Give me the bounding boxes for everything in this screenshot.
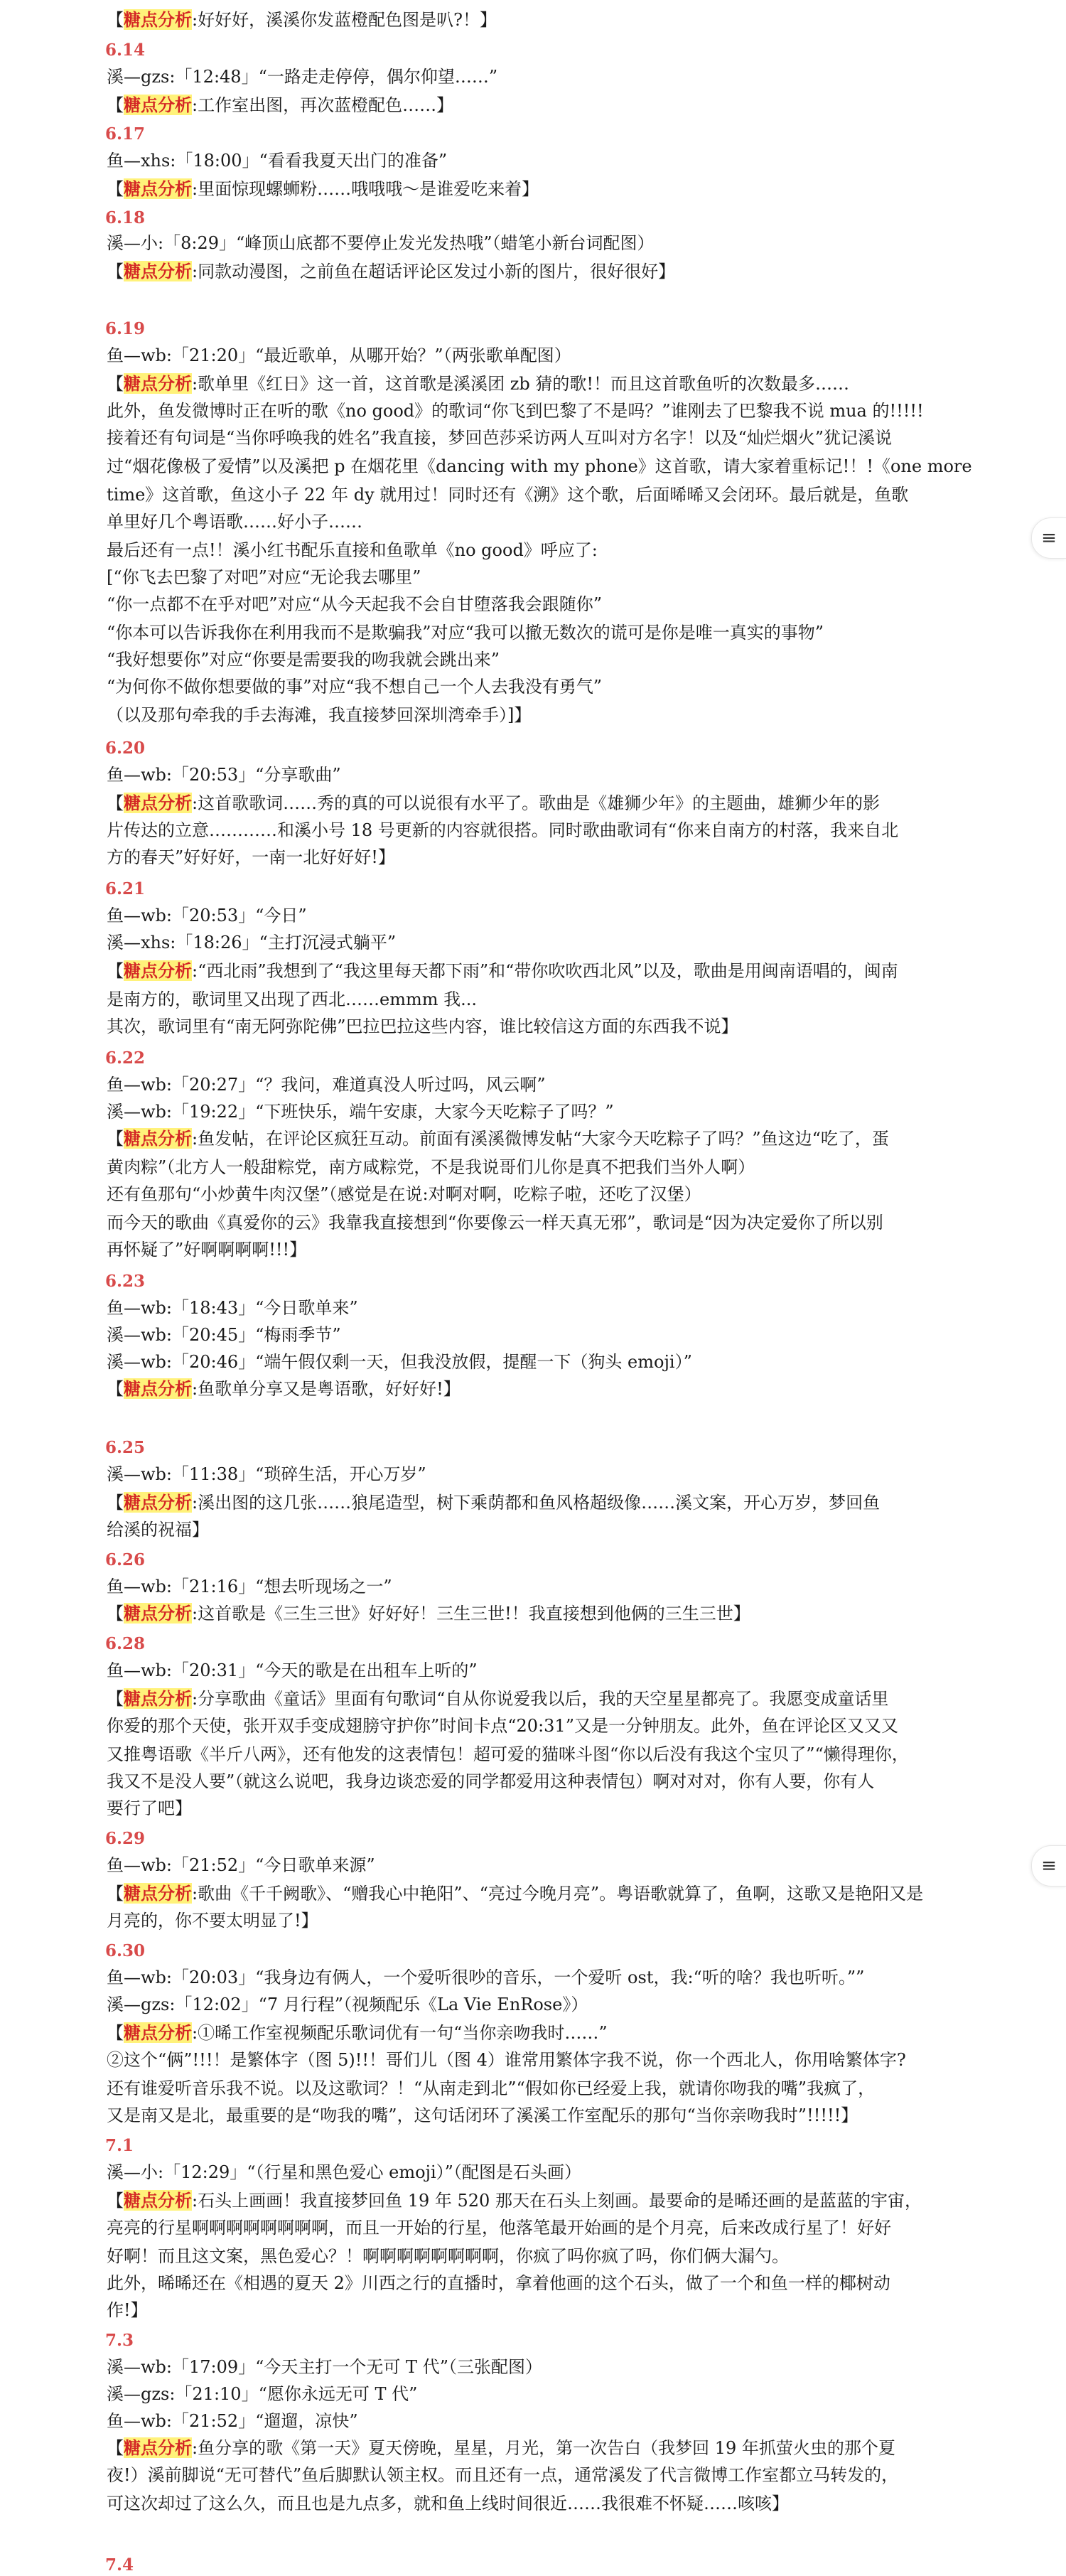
analysis-text: :同款动漫图，之前鱼在超话评论区发过小新的图片，很好很好】: [192, 262, 676, 281]
analysis-text: :歌单里《红日》这一首，这首歌是溪溪团 zb 猜的歌!！而且这首歌鱼听的次数最多……: [192, 374, 849, 394]
analysis-keyword-highlight: 糖点分析: [124, 1883, 192, 1904]
text-line: 片传达的立意…………和溪小号 18 号更新的内容就很搭。同时歌曲歌词有“你来自南方的村落，我来自北: [107, 820, 899, 840]
date-heading: 6.25: [105, 1438, 146, 1457]
date-heading: 6.18: [105, 208, 146, 227]
analysis-line: [107, 2189, 922, 2212]
floating-menu-button[interactable]: [1031, 1845, 1066, 1887]
date-heading: 6.26: [105, 1550, 146, 1569]
text-line: 鱼—wb:「21:52」“遛遛，凉快”: [107, 2411, 358, 2431]
analysis-text: :歌曲《千千阙歌》、“赠我心中艳阳”、“亮过今晚月亮”。粤语歌就算了，鱼啊，这歌又是艳阳又是: [192, 1884, 924, 1904]
text-line: 而今天的歌曲《真爱你的云》我靠我直接想到“你要像云一样天真无邪”，歌词是“因为决定爱你了所以别: [107, 1213, 883, 1233]
text-line: 溪—wb:「20:45」“梅雨季节”: [107, 1325, 341, 1345]
analysis-text: :鱼分享的歌《第一天》夏天傍晚，星星，月光，第一次告白（我梦回 19 年抓萤火虫的那个夏: [192, 2438, 895, 2458]
text-line: 我又不是没人要”（就这么说吧，我身边谈恋爱的同学都爱用这种表情包）啊对对对，你有人要，你有人: [107, 1771, 875, 1791]
analysis-keyword-highlight: 糖点分析: [124, 793, 192, 813]
text-line: 鱼—wb:「21:20」“最近歌单，从哪开始？”（两张歌单配图）: [107, 345, 571, 365]
analysis-text: :这首歌是《三生三世》好好好！三生三世!！我直接想到他俩的三生三世】: [192, 1604, 750, 1624]
analysis-text: :分享歌曲《童话》里面有句歌词“自从你说爱我以后，我的天空星星都亮了。我愿变成童话里: [192, 1689, 889, 1709]
text-line: [“你飞去巴黎了对吧”对应“无论我去哪里”: [107, 567, 421, 587]
text-line: 亮亮的行星啊啊啊啊啊啊啊啊，而且一开始的行星，他落笔最开始画的是个月亮，后来改成行星了！好好: [107, 2218, 891, 2238]
text-line: 黄肉粽”（北方人一般甜粽党，南方咸粽党，不是我说哥们儿你是真不把我们当外人啊）: [107, 1157, 755, 1177]
date-heading: 6.21: [105, 879, 146, 898]
analysis-keyword-highlight: 糖点分析: [124, 178, 192, 199]
text-line: 给溪的祝福】: [107, 1520, 209, 1540]
analysis-keyword-highlight: 糖点分析: [124, 2437, 192, 2458]
analysis-text: :工作室出图，再次蓝橙配色……】: [192, 95, 454, 115]
open-bracket: 【: [107, 1884, 124, 1904]
open-bracket: 【: [107, 374, 124, 394]
open-bracket: 【: [107, 1493, 124, 1513]
analysis-line: [107, 1127, 889, 1150]
text-line: 月亮的，你不要太明显了!】: [107, 1911, 318, 1931]
analysis-text: :溪出图的这几张……狼尾造型，树下乘荫都和鱼风格超级像……溪文案，开心万岁，梦回鱼: [192, 1493, 881, 1513]
text-line: 是南方的，歌词里又出现了西北……emmm 我...: [107, 989, 477, 1009]
analysis-keyword-highlight: 糖点分析: [124, 373, 192, 394]
open-bracket: 【: [107, 1604, 124, 1624]
text-line: 溪—wb:「20:46」“端午假仅剩一天，但我没放假，提醒一下（狗头 emoji）”: [107, 1352, 692, 1372]
analysis-line: [107, 1687, 888, 1710]
text-line: 作!】: [107, 2300, 148, 2320]
text-line: 鱼—wb:「21:52」“今日歌单来源”: [107, 1855, 375, 1875]
text-line: 此外，晞晞还在《相遇的夏天 2》川西之行的直播时，拿着他画的这个石头，做了一个和鱼一样的椰树动: [107, 2273, 890, 2293]
analysis-line: [107, 178, 539, 200]
open-bracket: 【: [107, 2023, 124, 2043]
date-heading: 6.29: [105, 1829, 146, 1848]
date-heading: 6.17: [105, 124, 146, 144]
text-line: “你一点都不在乎对吧”对应“从今天起我不会自甘堕落我会跟随你”: [107, 594, 603, 614]
analysis-text: :石头上画画！我直接梦回鱼 19 年 520 那天在石头上刻画。最要命的是晞还画的是蓝蓝的宇宙，: [192, 2191, 922, 2211]
analysis-keyword-highlight: 糖点分析: [124, 9, 192, 30]
text-line: （以及那句牵我的手去海滩，我直接梦回深圳湾牵手）]】: [107, 705, 532, 725]
text-line: “你本可以告诉我你在利用我而不是欺骗我”对应“我可以撤无数次的谎可是你是唯一真实的事物”: [107, 623, 824, 643]
date-heading: 6.20: [105, 739, 146, 758]
text-line: 溪—xhs:「18:26」“主打沉浸式躺平”: [107, 933, 397, 952]
analysis-keyword-highlight: 糖点分析: [124, 2190, 192, 2211]
text-line: 鱼—xhs:「18:00」“看看我夏天出门的准备”: [107, 151, 448, 171]
text-line: 还有鱼那句“小炒黄牛肉汉堡”（感觉是在说:对啊对啊，吃粽子啦，还吃了汉堡）: [107, 1184, 701, 1204]
analysis-keyword-highlight: 糖点分析: [124, 2022, 192, 2043]
date-heading: 7.3: [105, 2331, 134, 2350]
analysis-line: [107, 1602, 750, 1625]
open-bracket: 【: [107, 95, 124, 115]
text-line: 此外，鱼发微博时正在听的歌《no good》的歌词“你飞到巴黎了不是吗？”谁刚去了巴黎我不说 mua 的!!!!!: [107, 401, 924, 421]
text-line: 溪—wb:「17:09」“今天主打一个无可 T 代”（三张配图）: [107, 2357, 542, 2377]
text-line: 过“烟花像极了爱情”以及溪把 p 在烟花里《dancing with my phone》这首歌，请大家着重标记!！!《one more: [107, 456, 972, 476]
text-line: “为何你不做你想要做的事”对应“我不想自己一个人去我没有勇气”: [107, 677, 603, 697]
floating-menu-button[interactable]: [1031, 517, 1066, 559]
analysis-text: :①晞工作室视频配乐歌词优有一句“当你亲吻我时……”: [192, 2023, 608, 2043]
date-heading: 6.23: [105, 1272, 146, 1291]
hamburger-menu-icon: ≡: [1041, 1855, 1057, 1877]
analysis-line: [107, 792, 880, 815]
text-line: 鱼—wb:「20:31」“今天的歌是在出租车上听的”: [107, 1660, 478, 1680]
text-line: 你爱的那个天使，张开双手变成翅膀守护你”时间卡点“20:31”又是一分钟朋友。此外，鱼在评论区又又又: [107, 1716, 898, 1736]
text-line: 要行了吧】: [107, 1798, 192, 1818]
date-heading: 6.28: [105, 1634, 146, 1653]
text-line: 又是南又是北，最重要的是“吻我的嘴”，这句话闭环了溪溪工作室配乐的那句“当你亲吻我时”!!!!!】: [107, 2105, 858, 2125]
open-bracket: 【: [107, 2191, 124, 2211]
analysis-line: [107, 9, 497, 31]
analysis-text: :这首歌歌词……秀的真的可以说很有水平了。歌曲是《雄狮少年》的主题曲，雄狮少年的影: [192, 793, 881, 813]
date-heading: 6.30: [105, 1941, 146, 1960]
text-line: 鱼—wb:「21:16」“想去听现场之一”: [107, 1577, 392, 1596]
analysis-line: [107, 2022, 608, 2044]
text-line: 又推粤语歌《半斤八两》，还有他发的这表情包！超可爱的猫咪斗图“你以后没有我这个宝贝了”“懒得理你，: [107, 1744, 909, 1764]
text-line: 溪—小:「12:29」“（行星和黑色爱心 emoji）”（配图是石头画）: [107, 2162, 581, 2182]
open-bracket: 【: [107, 10, 124, 30]
text-line: 鱼—wb:「18:43」“今日歌单来”: [107, 1298, 358, 1318]
text-line: 溪—小:「8:29」“峰顶山底都不要停止发光发热哦”（蜡笔小新台词配图）: [107, 233, 655, 253]
analysis-keyword-highlight: 糖点分析: [124, 960, 192, 981]
text-line: 溪—gzs:「12:48」“一路走走停停，偶尔仰望……”: [107, 67, 498, 87]
open-bracket: 【: [107, 1379, 124, 1399]
analysis-text: :好好好，溪溪你发蓝橙配色图是叭?！】: [192, 10, 497, 30]
text-line: 溪—gzs:「12:02」“7 月行程”（视频配乐《La Vie EnRose》）: [107, 1995, 588, 2014]
text-line: “我好想要你”对应“你要是需要我的吻我就会跳出来”: [107, 650, 500, 670]
analysis-keyword-highlight: 糖点分析: [124, 1378, 192, 1399]
text-line: 鱼—wb:「20:53」“今日”: [107, 906, 307, 925]
hamburger-menu-icon: ≡: [1041, 527, 1057, 549]
text-line: 溪—wb:「11:38」“琐碎生活，开心万岁”: [107, 1464, 426, 1484]
analysis-keyword-highlight: 糖点分析: [124, 1688, 192, 1709]
date-heading: 6.14: [105, 41, 146, 60]
open-bracket: 【: [107, 179, 124, 199]
analysis-line: [107, 372, 849, 395]
text-line: 方的春天”好好好，一南一北好好好!】: [107, 847, 395, 867]
text-line: 其次，歌词里有“南无阿弥陀佛”巴拉巴拉这些内容，谁比较信这方面的东西我不说】: [107, 1016, 738, 1036]
analysis-text: :鱼发帖，在评论区疯狂互动。前面有溪溪微博发帖“大家今天吃粽子了吗？”鱼这边“吃了，蛋: [192, 1129, 889, 1149]
analysis-keyword-highlight: 糖点分析: [124, 1603, 192, 1624]
analysis-keyword-highlight: 糖点分析: [124, 1492, 192, 1513]
analysis-line: [107, 1491, 880, 1514]
analysis-keyword-highlight: 糖点分析: [124, 261, 192, 281]
analysis-text: :鱼歌单分享又是粤语歌，好好好!】: [192, 1379, 461, 1399]
text-line: 溪—gzs:「21:10」“愿你永远无可 T 代”: [107, 2384, 418, 2404]
text-line: 还有谁爱听音乐我不说。以及这歌词？！“从南走到北”“假如你已经爱上我，就请你吻我的嘴”我疯了，: [107, 2078, 876, 2098]
analysis-keyword-highlight: 糖点分析: [124, 1128, 192, 1149]
text-line: 接着还有句词是“当你呼唤我的姓名”我直接，梦回芭莎采访两人互叫对方名字！以及“灿烂烟火”犹记溪说: [107, 428, 893, 448]
text-line: 最后还有一点!！溪小红书配乐直接和鱼歌单《no good》呼应了:: [107, 540, 598, 560]
analysis-line: [107, 1378, 461, 1400]
analysis-line: [107, 2437, 895, 2459]
date-heading: 7.4: [105, 2555, 134, 2575]
open-bracket: 【: [107, 793, 124, 813]
analysis-line: [107, 94, 453, 117]
date-heading: 6.22: [105, 1048, 146, 1068]
text-line: 单里好几个粤语歌……好小子……: [107, 512, 362, 532]
text-line: 夜!）溪前脚说“无可替代”鱼后脚默认领主权。而且还有一点，通常溪发了代言微博工作室都立马转发的，: [107, 2465, 899, 2485]
analysis-keyword-highlight: 糖点分析: [124, 95, 192, 115]
text-line: 鱼—wb:「20:53」“分享歌曲”: [107, 765, 341, 785]
open-bracket: 【: [107, 1129, 124, 1149]
analysis-line: [107, 1882, 923, 1905]
date-heading: 6.19: [105, 319, 146, 338]
open-bracket: 【: [107, 961, 124, 981]
text-line: 再怀疑了”好啊啊啊啊!!!】: [107, 1240, 307, 1260]
analysis-text: :里面惊现螺蛳粉……哦哦哦～是谁爱吃来着】: [192, 179, 539, 199]
analysis-text: :“西北雨”我想到了“我这里每天都下雨”和“带你吹吹西北风”以及，歌曲是用闽南语唱的，闽南: [192, 961, 898, 981]
text-line: 好啊！而且这文案，黑色爱心？！啊啊啊啊啊啊啊啊，你疯了吗你疯了吗，你们俩大漏勺。: [107, 2246, 789, 2266]
text-line: 鱼—wb:「20:27」“？我问，难道真没人听过吗，风云啊”: [107, 1075, 546, 1095]
date-heading: 7.1: [105, 2136, 134, 2155]
open-bracket: 【: [107, 262, 124, 281]
text-line: 可这次却过了这么久，而且也是九点多，就和鱼上线时间很近……我很难不怀疑……咳咳】: [107, 2494, 789, 2513]
analysis-line: [107, 960, 898, 982]
text-line: 溪—wb:「19:22」“下班快乐，端午安康，大家今天吃粽子了吗？”: [107, 1102, 614, 1122]
text-line: 鱼—wb:「20:03」“我身边有俩人，一个爱听很吵的音乐，一个爱听 ost，我:“听的啥？我也听听。””: [107, 1968, 865, 1987]
text-line: ②这个“俩”!!!！是繁体字（图 5)!!！哥们儿（图 4）谁常用繁体字我不说，你一个西北人，你用啥繁体字?: [107, 2050, 906, 2070]
text-line: time》这首歌，鱼这小子 22 年 dy 就用过！同时还有《溯》这个歌，后面晞晞又会闭环。最后就是，鱼歌: [107, 485, 909, 505]
open-bracket: 【: [107, 1689, 124, 1709]
open-bracket: 【: [107, 2438, 124, 2458]
analysis-line: [107, 260, 675, 283]
